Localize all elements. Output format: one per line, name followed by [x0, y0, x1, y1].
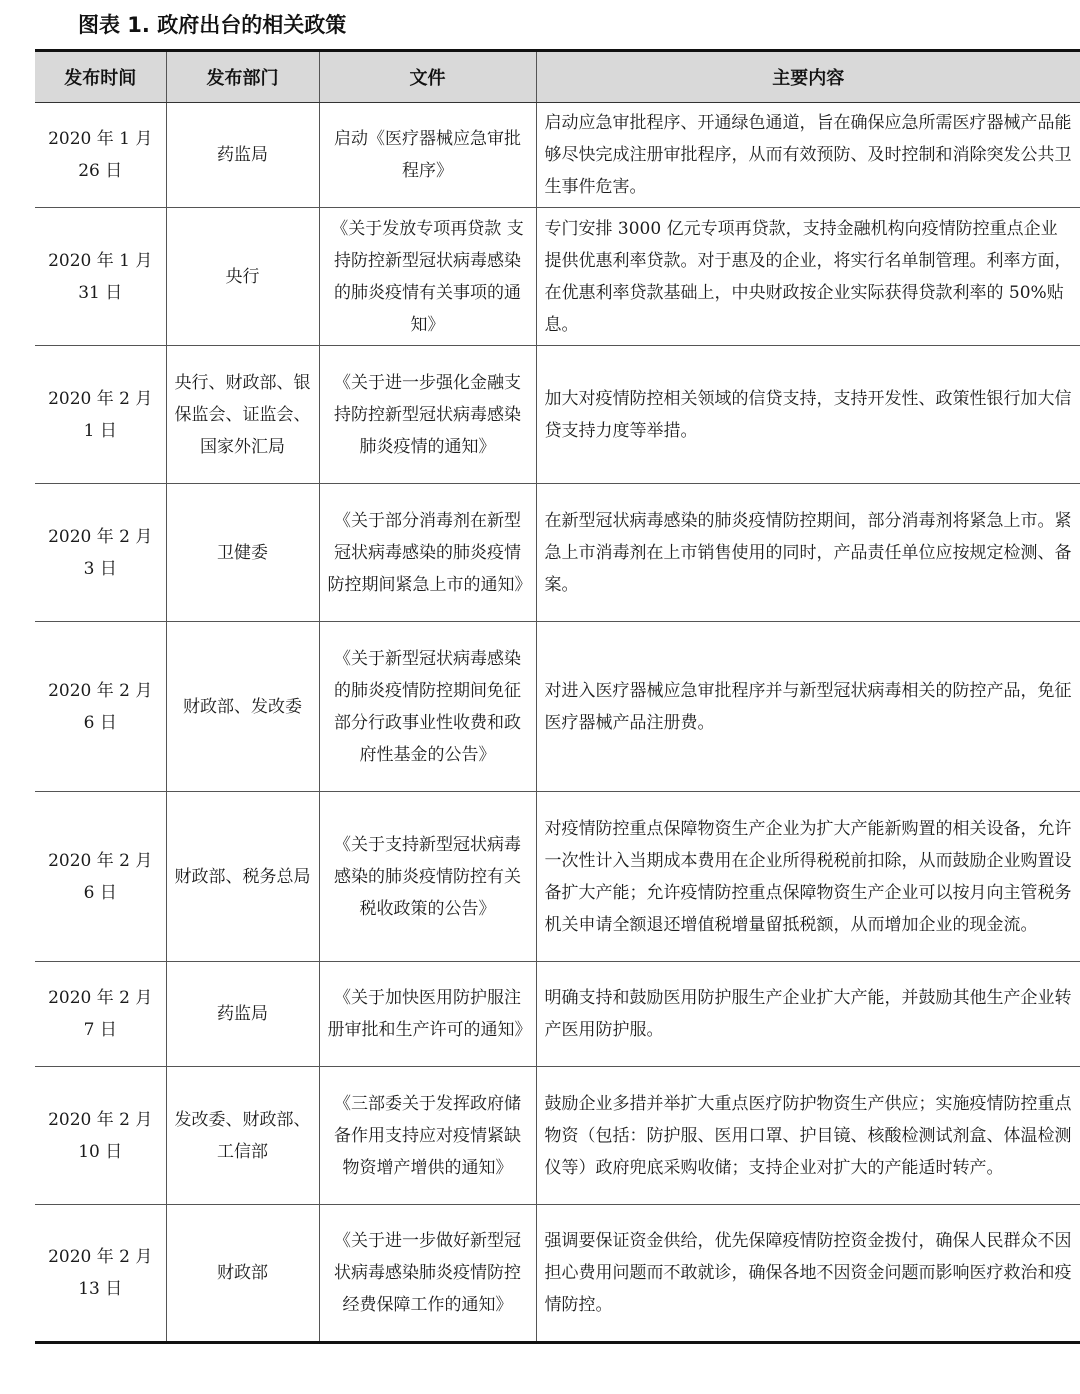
- row-date: 2020 年 2 月 7 日: [35, 962, 166, 1067]
- table-row: [35, 962, 1080, 1067]
- row-date: 2020 年 1 月 26 日: [35, 103, 166, 208]
- row-content: 在新型冠状病毒感染的肺炎疫情防控期间，部分消毒剂将紧急上市。紧急上市消毒剂在上市销售使用的同时，产品责任单位应按规定检测、备案。: [536, 484, 1080, 622]
- row-doc: 《三部委关于发挥政府储备作用支持应对疫情紧缺物资增产增供的通知》: [319, 1067, 536, 1205]
- row-doc: 《关于支持新型冠状病毒感染的肺炎疫情防控有关税收政策的公告》: [319, 792, 536, 962]
- row-content: 专门安排 3000 亿元专项再贷款，支持金融机构向疫情防控重点企业提供优惠利率贷款。对于惠及的企业，将实行名单制管理。利率方面，在优惠利率贷款基础上，中央财政按企业实际获得贷款利率的 50%贴息。: [536, 208, 1080, 346]
- row-content: 加大对疫情防控相关领域的信贷支持，支持开发性、政策性银行加大信贷支持力度等举措。: [536, 346, 1080, 484]
- table-header-row: [35, 51, 1080, 103]
- row-date: 2020 年 2 月 1 日: [35, 346, 166, 484]
- row-date: 2020 年 2 月 6 日: [35, 792, 166, 962]
- row-date: 2020 年 1 月 31 日: [35, 208, 166, 346]
- row-dept: 央行: [166, 208, 319, 346]
- row-dept: 财政部、发改委: [166, 622, 319, 792]
- page-title: 图表 1. 政府出台的相关政策: [78, 13, 347, 37]
- row-date: 2020 年 2 月 6 日: [35, 622, 166, 792]
- table-row: [35, 103, 1080, 208]
- row-date: 2020 年 2 月 13 日: [35, 1205, 166, 1343]
- row-date: 2020 年 2 月 10 日: [35, 1067, 166, 1205]
- row-content: 强调要保证资金供给，优先保障疫情防控资金拨付，确保人民群众不因担心费用问题而不敢就诊，确保各地不因资金问题而影响医疗救治和疫情防控。: [536, 1205, 1080, 1343]
- table-row: [35, 208, 1080, 346]
- row-doc: 《关于进一步强化金融支持防控新型冠状病毒感染肺炎疫情的通知》: [319, 346, 536, 484]
- table-row: [35, 1067, 1080, 1205]
- table-row: [35, 346, 1080, 484]
- row-dept: 药监局: [166, 962, 319, 1067]
- row-dept: 卫健委: [166, 484, 319, 622]
- row-dept: 央行、财政部、银保监会、证监会、国家外汇局: [166, 346, 319, 484]
- header-dept: 发布部门: [166, 51, 319, 103]
- row-content: 明确支持和鼓励医用防护服生产企业扩大产能，并鼓励其他生产企业转产医用防护服。: [536, 962, 1080, 1067]
- row-content: 启动应急审批程序、开通绿色通道，旨在确保应急所需医疗器械产品能够尽快完成注册审批程序，从而有效预防、及时控制和消除突发公共卫生事件危害。: [536, 103, 1080, 208]
- policy-table: [35, 49, 1080, 1344]
- row-content: 对疫情防控重点保障物资生产企业为扩大产能新购置的相关设备，允许一次性计入当期成本费用在企业所得税税前扣除，从而鼓励企业购置设备扩大产能；允许疫情防控重点保障物资生产企业可以按月向主管税务机关申请全额退还增值税增量留抵税额，从而增加企业的现金流。: [536, 792, 1080, 962]
- table-row: [35, 792, 1080, 962]
- row-doc: 《关于进一步做好新型冠状病毒感染肺炎疫情防控经费保障工作的通知》: [319, 1205, 536, 1343]
- policy-table-container: [35, 49, 1080, 1344]
- row-content: 鼓励企业多措并举扩大重点医疗防护物资生产供应；实施疫情防控重点物资（包括：防护服、医用口罩、护目镜、核酸检测试剂盒、体温检测仪等）政府兜底采购收储；支持企业对扩大的产能适时转产。: [536, 1067, 1080, 1205]
- row-doc: 《关于发放专项再贷款 支持防控新型冠状病毒感染的肺炎疫情有关事项的通知》: [319, 208, 536, 346]
- row-doc: 《关于部分消毒剂在新型冠状病毒感染的肺炎疫情防控期间紧急上市的通知》: [319, 484, 536, 622]
- row-doc: 启动《医疗器械应急审批程序》: [319, 103, 536, 208]
- row-dept: 发改委、财政部、工信部: [166, 1067, 319, 1205]
- table-row: [35, 1205, 1080, 1343]
- row-doc: 《关于新型冠状病毒感染的肺炎疫情防控期间免征部分行政事业性收费和政府性基金的公告》: [319, 622, 536, 792]
- table-row: [35, 484, 1080, 622]
- table-row: [35, 622, 1080, 792]
- header-date: 发布时间: [35, 51, 166, 103]
- header-doc: 文件: [319, 51, 536, 103]
- row-dept: 财政部、税务总局: [166, 792, 319, 962]
- row-content: 对进入医疗器械应急审批程序并与新型冠状病毒相关的防控产品，免征医疗器械产品注册费。: [536, 622, 1080, 792]
- header-content: 主要内容: [536, 51, 1080, 103]
- row-dept: 财政部: [166, 1205, 319, 1343]
- row-date: 2020 年 2 月 3 日: [35, 484, 166, 622]
- row-dept: 药监局: [166, 103, 319, 208]
- row-doc: 《关于加快医用防护服注册审批和生产许可的通知》: [319, 962, 536, 1067]
